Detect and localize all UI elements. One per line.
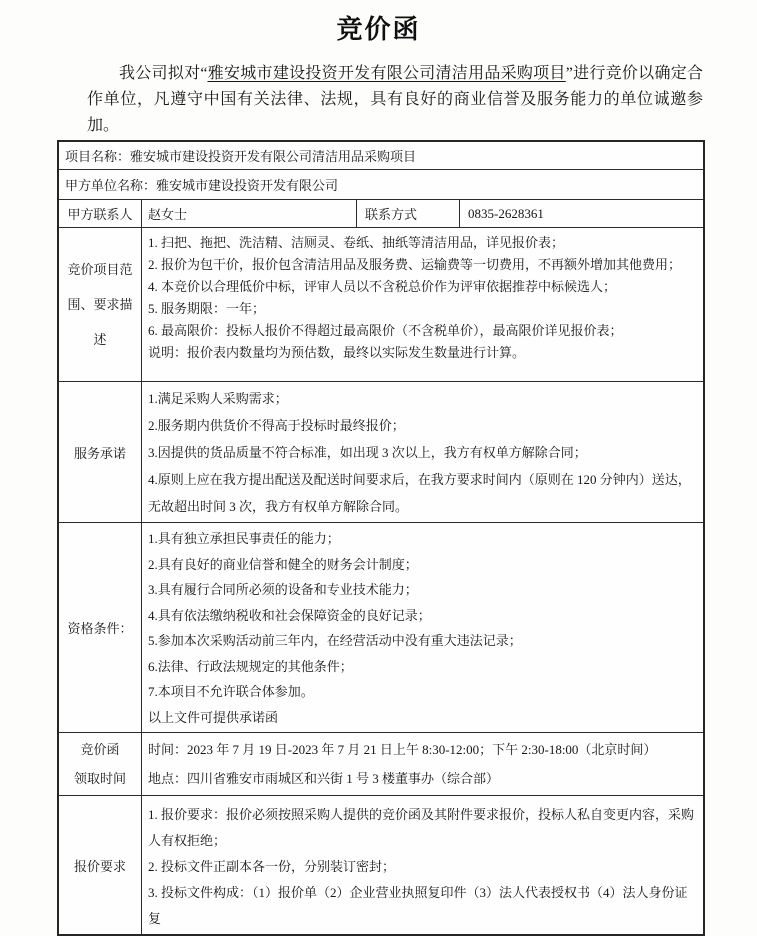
scope-item: 2. 报价为包干价，报价包含清洁用品及服务费、运输费等一切费用，不再额外增加其他费用； (148, 257, 682, 272)
service-item: 4.原则上应在我方提出配送及配送时间要求后，在我方要求时间内（原则在 120 分钟内）送达，无故超出时间 3 次，我方有权单方解除合同。 (148, 472, 691, 514)
qualification-item: 6.法律、行政法规规定的其他条件； (148, 658, 353, 674)
qualification-label-cell: 资格条件： (59, 523, 142, 732)
collection-time: 时间：2023 年 7 月 19 日-2023 年 7 月 21 日上午 8:30-12:00；下午 2:30-18:00（北京时间） (148, 742, 657, 757)
scope-content-cell (142, 228, 703, 381)
scope-item: 4. 本竞价以合理低价中标，评审人员以不含税总价作为评审依据推荐中标候选人； (148, 279, 617, 294)
qualification-item: 1.具有独立承担民事责任的能力； (148, 531, 340, 546)
quote-item: 1. 报价要求：报价必须按照采购人提供的竞价函及其附件要求报价，投标人私自变更内容，采购人有权拒绝； (148, 807, 695, 848)
row-service-promise (59, 381, 703, 522)
contact-name-cell: 赵女士 (142, 200, 357, 227)
page-title: 竞价函 (336, 15, 421, 44)
scope-item: 5. 服务期限：一年； (148, 301, 266, 316)
service-label-cell: 服务承诺 (59, 382, 142, 522)
row-project-name (59, 142, 703, 169)
collection-place: 地点：四川省雅安市雨城区和兴街 1 号 3 楼董事办（综合部） (148, 771, 500, 786)
row-scope (59, 227, 703, 381)
scanned-document (0, 9, 757, 926)
qualification-item: 7.本项目不允许联合体参加。 (148, 684, 314, 699)
qualification-item: 4.具有依法缴纳税收和社会保障资金的良好记录； (148, 607, 431, 623)
qualification-content-cell (142, 523, 703, 732)
scope-label-line: 竞价项目范 (67, 262, 133, 277)
scope-note: 说明：报价表内数量均为预估数，最终以实际发生数量进行计算。 (148, 345, 526, 360)
intro-text-after: ”进行竞价以确定合作单位，凡遵守中国有关法律、法规，具有良好的商业信誉及服务能力的单位诚邀参加。 (87, 65, 703, 134)
scope-item: 6. 最高限价：投标人报价不得超过最高限价（不含税单价），最高限价详见报价表； (148, 323, 623, 338)
project-name-cell: 项目名称：雅安城市建设投资开发有限公司清洁用品采购项目 (65, 149, 417, 164)
phone-label-cell: 联系方式 (357, 200, 460, 227)
party-a-name-cell: 甲方单位名称：雅安城市建设投资开发有限公司 (65, 178, 339, 193)
row-contact (59, 199, 703, 227)
collection-content-cell (142, 733, 703, 795)
contact-label-cell: 甲方联系人 (59, 200, 142, 227)
quote-content-cell (142, 796, 703, 934)
row-collection-time (59, 732, 703, 795)
quote-item: 2. 投标文件正副本各一份，分别装订密封； (148, 859, 396, 874)
qualification-item: 2.具有良好的商业信誉和健全的财务会计制度； (148, 556, 418, 572)
service-content-cell (142, 382, 703, 522)
collection-label-line: 领取时间 (73, 771, 126, 786)
project-name-underlined: 雅安城市建设投资开发有限公司清洁用品采购项目 (207, 65, 566, 82)
row-qualification (59, 522, 703, 732)
qualification-note: 以上文件可提供承诺函 (148, 709, 279, 725)
scope-label-cell (59, 228, 142, 381)
service-item: 3.因提供的货品质量不符合标准，如出现 3 次以上，我方有权单方解除合同； (148, 445, 587, 460)
quote-label-cell: 报价要求 (59, 796, 142, 934)
row-quote-requirements (59, 795, 703, 934)
qualification-item: 5.参加本次采购活动前三年内，在经营活动中没有重大违法记录； (148, 633, 522, 648)
scope-item: 1. 扫把、拖把、洗洁精、洁厕灵、卷纸、抽纸等清洁用品，详见报价表； (148, 235, 565, 250)
intro-text-before: 我公司拟对“ (119, 65, 208, 82)
scope-label-line: 围、要求描 (67, 297, 133, 312)
quote-item: 3. 投标文件构成：（1）报价单（2）企业营业执照复印件（3）法人代表授权书（4）法人身份证复 (148, 885, 688, 926)
collection-label-cell (59, 733, 142, 795)
intro-paragraph (87, 61, 703, 139)
scope-label-line: 述 (93, 332, 107, 347)
row-party-a-name (59, 169, 703, 199)
service-item: 2.服务期内供货价不得高于投标时最终报价； (148, 418, 405, 433)
collection-label-line: 竞价函 (80, 742, 120, 757)
service-item: 1.满足采购人采购需求； (148, 391, 288, 406)
phone-value-cell: 0835-2628361 (468, 205, 544, 221)
qualification-item: 3.具有履行合同所必须的设备和专业技术能力； (148, 582, 418, 597)
bidding-table (57, 140, 705, 936)
